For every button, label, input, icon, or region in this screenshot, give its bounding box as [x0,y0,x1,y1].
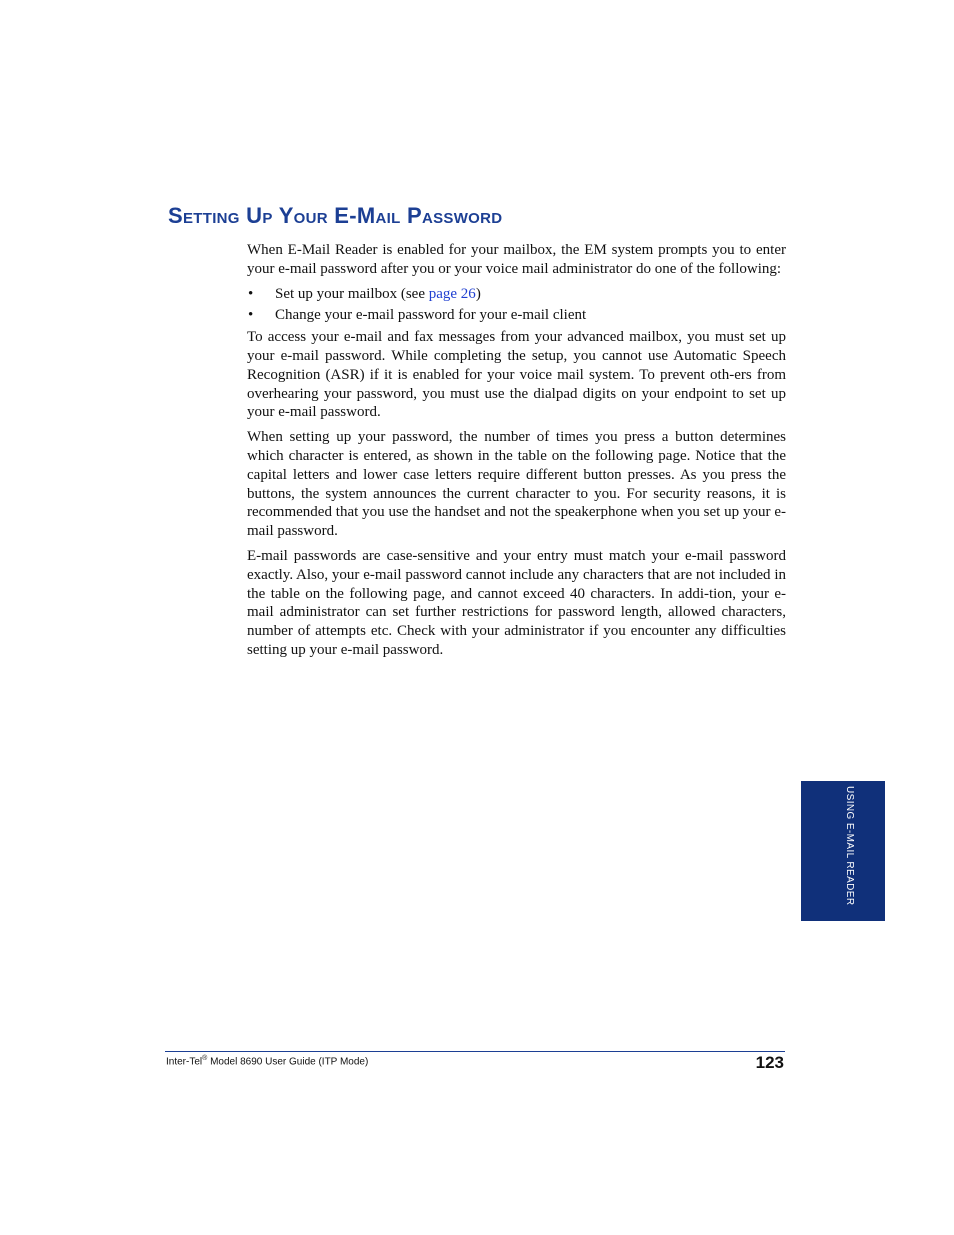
bullet-icon: • [248,285,254,302]
section-title: Setting Up Your E-Mail Password [168,203,503,228]
page-26-link[interactable]: page 26 [428,285,476,302]
footer-title-text: Model 8690 User Guide (ITP Mode) [207,1056,369,1068]
list-item-text: Change your e-mail password for your e-mail client [275,307,587,324]
footer-doc-title [166,1055,368,1067]
setup-paragraph: When setting up your password, the number of times you press a button determines which character is entered, as shown in the table on the following page. Notice that the capital letters and lower case letters require different button presses. As you press the buttons, the system announces the current character to you. For security reasons, it is recommended that you use the handset and not the speakerphone when you set up your e-mail password. [247,429,786,540]
bullet-icon: • [248,307,254,324]
chapter-tab [801,781,885,921]
list-item [247,306,786,325]
chapter-tab-label: USING E-MAIL READER [844,786,855,906]
list-item [247,285,786,304]
list-item-text-end: ) [475,285,481,302]
page-number: 123 [755,1053,784,1072]
footer-divider [165,1051,785,1052]
intro-paragraph: When E-Mail Reader is enabled for your mailbox, the EM system prompts you to enter your e-mail password after you or your voice mail administrator do one of the following: [247,242,786,277]
bullet-list [247,285,786,326]
access-paragraph: To access your e-mail and fax messages from your advanced mailbox, you must set up your e-mail password. While completing the setup, you cannot use Automatic Speech Recognition (ASR) if it is enabled for your voice mail system. To prevent oth-ers from overhearing your password, you must use the dialpad digits on your endpoint to set up your e-mail password. [247,329,786,421]
list-item-text: Set up your mailbox (see [275,285,429,302]
case-sensitive-paragraph: E-mail passwords are case-sensitive and your entry must match your e-mail password exactly. Also, your e-mail password cannot include any characters that are not included in the table on the following page, and cannot exceed 40 characters. In addi-tion, your e-mail administrator can set further restrictions for password length, allowed characters, number of attempts etc. Check with your administrator if you encounter any difficulties setting up your e-mail password. [247,547,786,658]
footer-brand: Inter-Tel [166,1056,203,1068]
registered-mark: ® [202,1055,208,1062]
body-content [247,241,786,666]
